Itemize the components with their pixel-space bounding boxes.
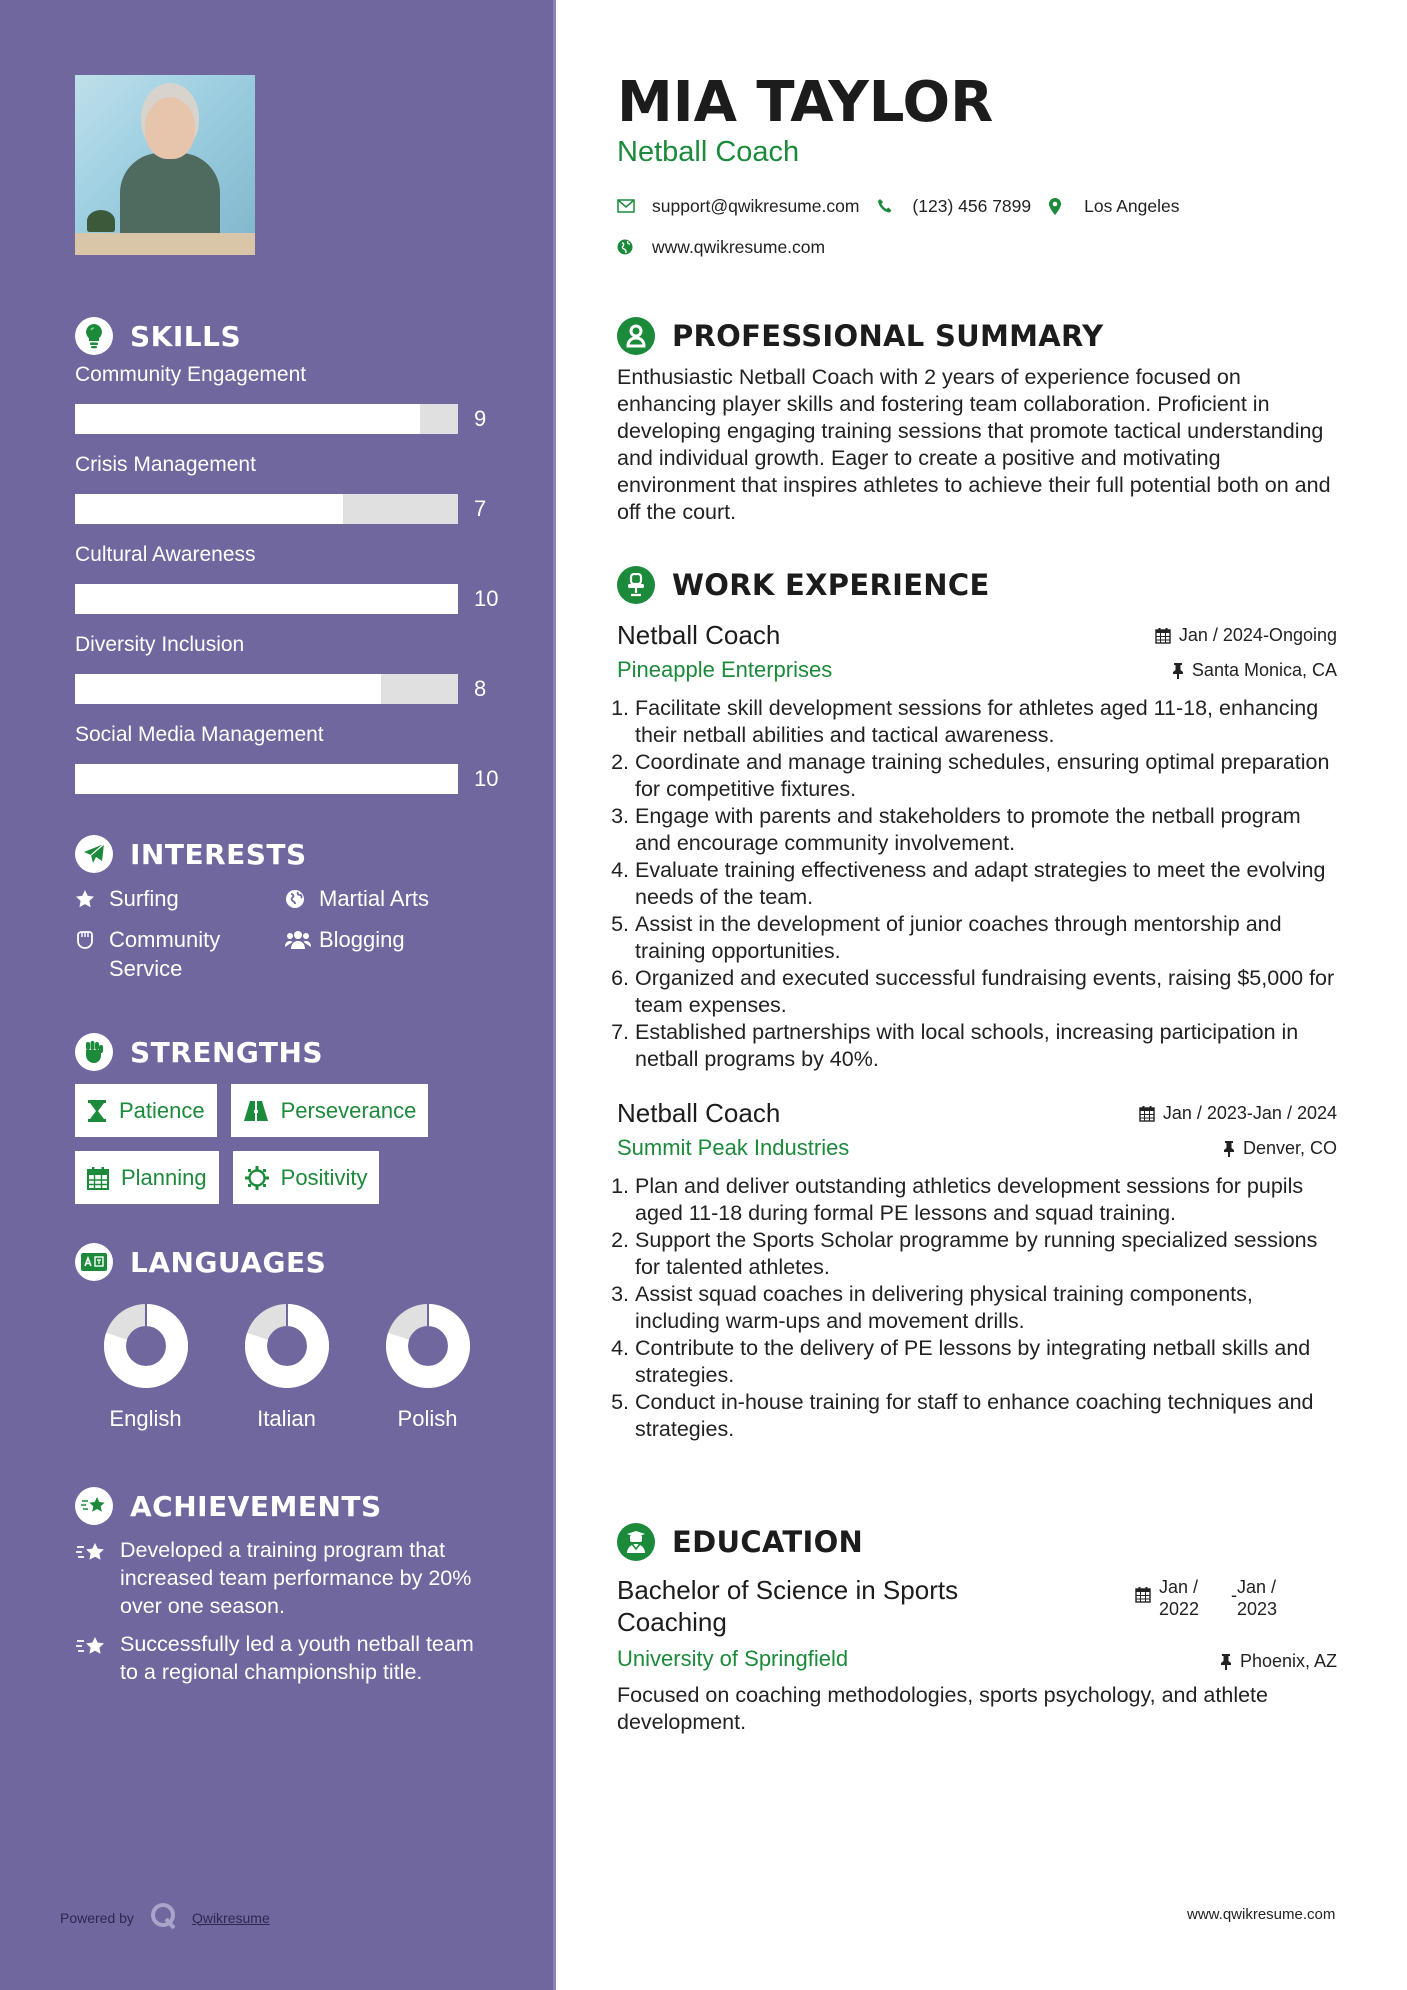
responsibility-item: 3. Assist squad coaches in delivering physical training components, including warm-ups and movement drills. — [635, 1281, 1337, 1335]
responsibility-item: 7. Established partnerships with local schools, increasing participation in netball programs by 40%. — [635, 1019, 1337, 1073]
language-name: Italian — [257, 1406, 316, 1431]
responsibility-item: 2. Coordinate and manage training schedules, ensuring optimal preparation for competitive fixtures. — [635, 749, 1337, 803]
education-section — [617, 1522, 1337, 1736]
education-entry — [617, 1574, 1337, 1736]
skill-bar — [75, 494, 458, 524]
skill-value: 9 — [474, 406, 487, 431]
contact-location — [1049, 193, 1179, 219]
shooting-star-icon — [75, 1630, 120, 1665]
skill-value: 10 — [474, 766, 499, 791]
responsibility-item: 5. Assist in the development of junior coaches through mentorship and training opportunities. — [635, 911, 1337, 965]
calendar-icon — [1155, 627, 1171, 644]
education-description: Focused on coaching methodologies, sports psychology, and athlete development. — [617, 1683, 1268, 1734]
job-dates: Jan / 2024-Ongoing — [1155, 617, 1337, 653]
skill-item — [75, 448, 515, 536]
skill-bar — [75, 404, 458, 434]
candidate-title: Netball Coach — [617, 136, 800, 168]
skill-bar — [75, 584, 458, 614]
phone-text: (123) 456 7899 — [912, 195, 1032, 216]
skill-item — [75, 358, 515, 446]
hand-fist-icon — [75, 925, 109, 954]
skills-section — [75, 316, 515, 806]
interest-item — [75, 884, 285, 913]
experience-section — [617, 565, 1337, 1443]
job-location: Denver, CO — [1139, 1131, 1337, 1165]
sun-icon — [245, 1166, 269, 1190]
responsibility-item: 6. Organized and executed successful fundraising events, raising $5,000 for team expenses. — [635, 965, 1337, 1019]
contact-website[interactable] — [617, 234, 825, 260]
contact-info-row-2 — [617, 234, 1337, 260]
qwikresume-logo-icon — [150, 1902, 178, 1933]
interest-item — [285, 884, 505, 913]
job-dates: Jan / 2023-Jan / 2024 — [1139, 1095, 1337, 1131]
strength-tag — [75, 1151, 219, 1204]
interests-section — [75, 834, 515, 983]
job-responsibilities — [617, 1173, 1337, 1443]
contact-phone[interactable] — [877, 193, 1031, 219]
translate-icon — [75, 1243, 113, 1281]
strength-label: Perseverance — [280, 1097, 417, 1123]
responsibility-item: 3. Engage with parents and stakeholders to promote the netball program and encourage community involvement. — [635, 803, 1337, 857]
languages-section — [75, 1242, 515, 1432]
strengths-section — [75, 1032, 515, 1204]
skill-name: Cultural Awareness — [75, 543, 256, 566]
achievement-item — [75, 1630, 515, 1686]
website-text: www.qwikresume.com — [652, 236, 826, 257]
achievement-item — [75, 1536, 515, 1620]
achievements-title: ACHIEVEMENTS — [130, 1489, 382, 1523]
experience-title: WORK EXPERIENCE — [672, 568, 990, 602]
summary-section — [617, 316, 1337, 526]
skill-bar — [75, 764, 458, 794]
strength-label: Planning — [121, 1164, 207, 1190]
language-donut — [245, 1304, 329, 1388]
fist-icon — [75, 1033, 113, 1071]
pushpin-icon — [1220, 1653, 1232, 1670]
footer-website[interactable]: www.qwikresume.com — [1187, 1906, 1336, 1923]
shooting-star-icon — [75, 1536, 120, 1571]
sidebar — [0, 0, 556, 1990]
envelope-icon — [617, 199, 652, 213]
interest-item — [285, 925, 505, 983]
education-dates: Jan / 2022 - Jan / 2023 — [1135, 1576, 1297, 1620]
skill-value: 8 — [474, 676, 487, 701]
responsibility-item: 5. Conduct in-house training for staff to enhance coaching techniques and strategies. — [635, 1389, 1337, 1443]
achievement-text: Successfully led a youth netball team to a regional championship title. — [120, 1632, 474, 1684]
star-icon — [75, 884, 109, 913]
summary-text: Enthusiastic Netball Coach with 2 years of experience focused on enhancing player skills and fostering team collaboration. Proficient in developing engaging training sessions that promote tactical understanding and individual growth. Eager to create a positive and motivating environment that inspires athletes to achieve their full potential both on and off the court. — [617, 365, 1331, 524]
job-company: Pineapple Enterprises — [617, 657, 833, 682]
responsibility-item: 4. Contribute to the delivery of PE lessons by integrating netball skills and strategies. — [635, 1335, 1337, 1389]
location-text: Los Angeles — [1084, 195, 1180, 216]
language-item — [216, 1304, 357, 1432]
calendar-icon — [1139, 1105, 1155, 1122]
contact-info — [617, 193, 1337, 219]
language-donut — [386, 1304, 470, 1388]
education-end: Jan / 2023 — [1237, 1577, 1278, 1619]
pushpin-icon — [1172, 662, 1184, 679]
job-location: Santa Monica, CA — [1155, 653, 1337, 687]
strengths-title: STRENGTHS — [130, 1035, 324, 1069]
education-title: EDUCATION — [672, 1525, 864, 1559]
skill-value: 10 — [474, 586, 499, 611]
responsibility-item: 1. Facilitate skill development sessions for athletes aged 11-18, enhancing their netball abilities and tactical awareness. — [635, 695, 1337, 749]
interest-label: Community Service — [109, 927, 221, 981]
shooting-star-icon — [75, 1487, 113, 1525]
hourglass-icon — [87, 1099, 107, 1123]
interest-item — [75, 925, 285, 983]
globe-icon — [285, 884, 319, 913]
responsibility-item: 1. Plan and deliver outstanding athletics development sessions for pupils aged 11-18 during formal PE lessons and squad training. — [635, 1173, 1337, 1227]
education-start: Jan / 2022 — [1159, 1577, 1200, 1619]
job-company: Summit Peak Industries — [617, 1135, 850, 1160]
map-pin-icon — [1049, 198, 1084, 215]
strength-label: Positivity — [280, 1164, 368, 1190]
globe-icon — [617, 239, 652, 255]
strength-tag — [233, 1151, 380, 1204]
paper-plane-icon — [75, 835, 113, 873]
language-item — [357, 1304, 498, 1432]
qwikresume-link[interactable]: Qwikresume — [191, 1909, 270, 1926]
skills-title: SKILLS — [130, 319, 242, 353]
job-title: Netball Coach — [617, 620, 781, 650]
strength-label: Patience — [119, 1097, 205, 1123]
responsibility-item: 4. Evaluate training effectiveness and adapt strategies to meet the evolving needs of the team. — [635, 857, 1337, 911]
achievement-text: Developed a training program that increased team performance by 20% over one season. — [120, 1538, 472, 1618]
job-title: Netball Coach — [617, 1098, 781, 1128]
language-name: English — [109, 1406, 182, 1431]
school: University of Springfield — [617, 1646, 849, 1671]
skill-name: Social Media Management — [75, 723, 324, 746]
users-icon — [285, 925, 319, 954]
contact-email[interactable] — [617, 193, 859, 219]
interest-label: Surfing — [109, 886, 179, 911]
skill-bar — [75, 674, 458, 704]
pushpin-icon — [1223, 1140, 1235, 1157]
skill-name: Diversity Inclusion — [75, 633, 245, 656]
graduate-icon — [617, 1523, 655, 1561]
education-location: Phoenix, AZ — [1220, 1644, 1337, 1678]
skill-name: Community Engagement — [75, 363, 307, 386]
job-entry — [617, 617, 1337, 1073]
interest-label: Blogging — [319, 927, 405, 952]
user-icon — [617, 317, 655, 355]
skill-item — [75, 538, 515, 626]
language-donut — [104, 1304, 188, 1388]
office-chair-icon — [617, 566, 655, 604]
powered-by-label: Powered by — [60, 1909, 134, 1926]
responsibility-item: 2. Support the Sports Scholar programme by running specialized sessions for talented athletes. — [635, 1227, 1337, 1281]
calendar-icon — [1135, 1576, 1151, 1608]
degree: Bachelor of Science in Sports Coaching — [617, 1575, 959, 1637]
summary-title: PROFESSIONAL SUMMARY — [672, 319, 1104, 353]
achievements-section — [75, 1486, 515, 1686]
strength-tag — [231, 1084, 429, 1137]
powered-by — [60, 1902, 270, 1933]
job-responsibilities — [617, 695, 1337, 1073]
road-icon — [243, 1100, 269, 1122]
email-text: support@qwikresume.com — [652, 195, 860, 216]
job-entry — [617, 1095, 1337, 1443]
strength-tag — [75, 1084, 217, 1137]
interests-title: INTERESTS — [130, 837, 307, 871]
interest-label: Martial Arts — [319, 886, 430, 911]
language-name: Polish — [397, 1406, 458, 1431]
skill-value: 7 — [474, 496, 487, 521]
skill-item — [75, 718, 515, 806]
skill-name: Crisis Management — [75, 453, 256, 476]
calendar-icon — [87, 1166, 109, 1190]
phone-icon — [877, 198, 912, 214]
language-item — [75, 1304, 216, 1432]
profile-photo — [75, 75, 255, 255]
candidate-name: MIA TAYLOR — [617, 70, 994, 135]
skill-item — [75, 628, 515, 716]
languages-title: LANGUAGES — [130, 1245, 327, 1279]
lightbulb-icon — [75, 317, 113, 355]
